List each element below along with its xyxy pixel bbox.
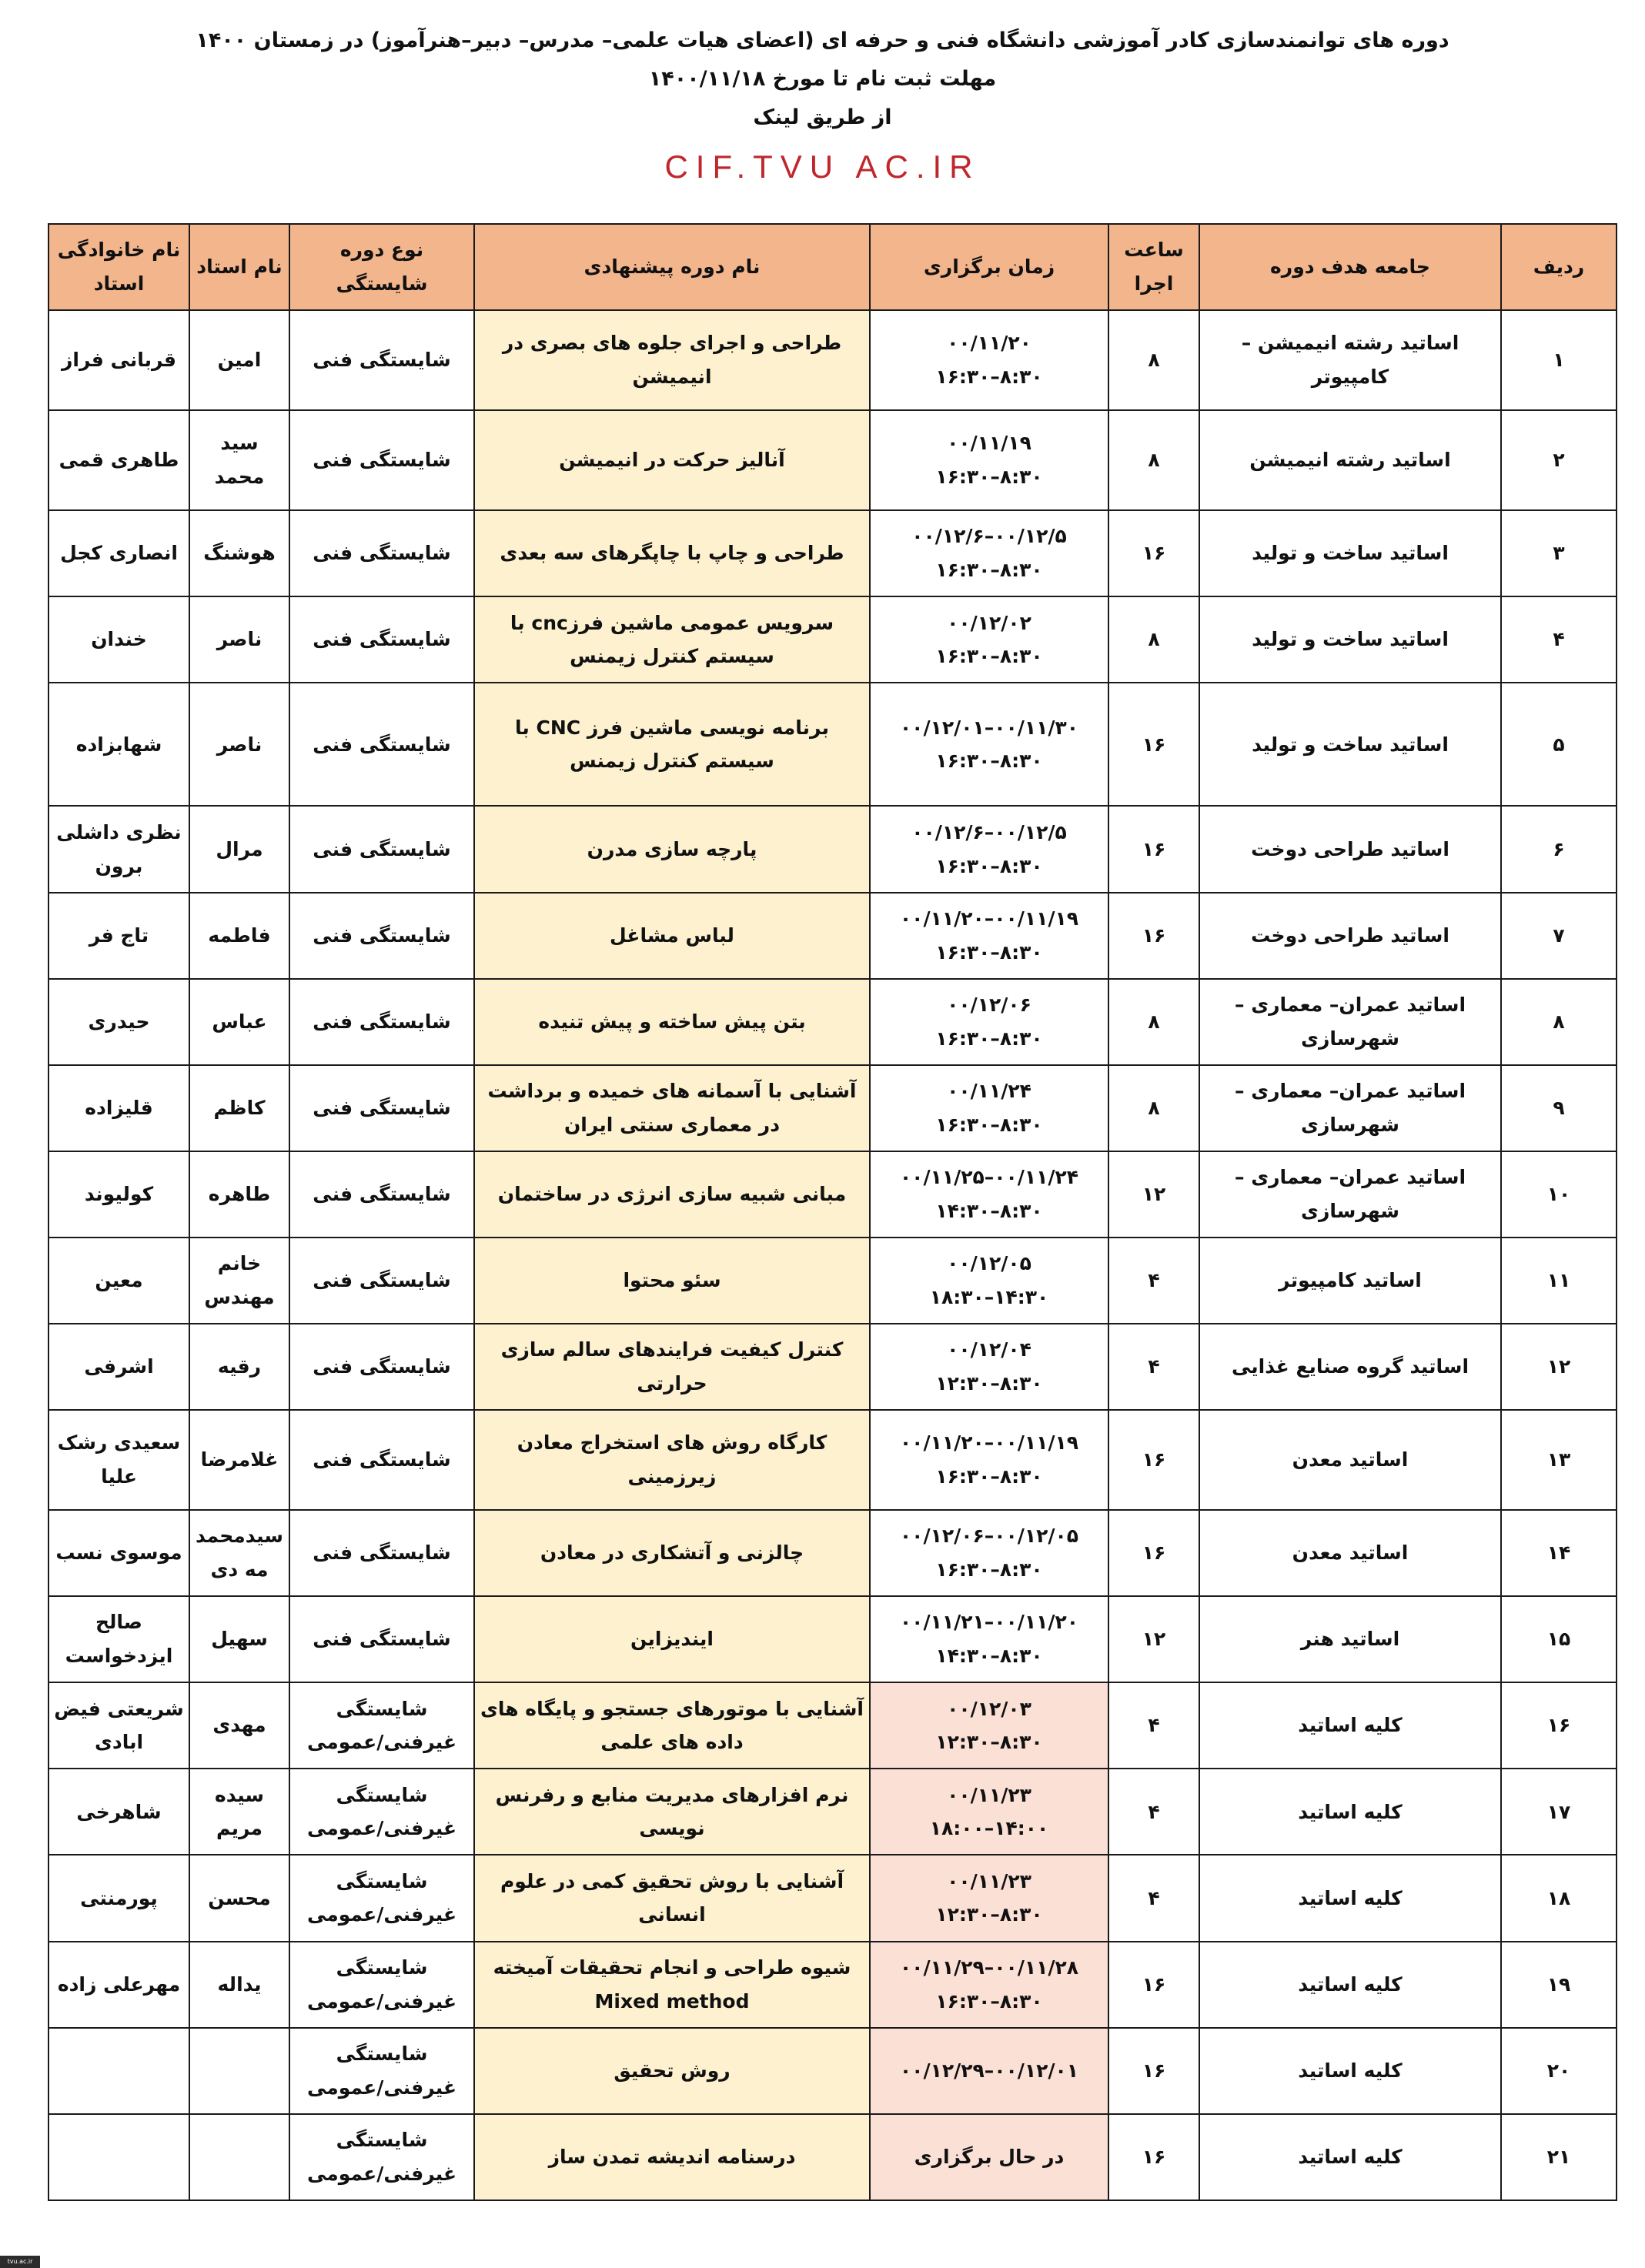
hours-cell: ۱۶ [1108, 1510, 1199, 1596]
table-row [48, 893, 1617, 979]
time-cell [870, 1942, 1108, 2028]
audience-cell: اساتید هنر [1199, 1596, 1501, 1682]
time-date: ۰۰/۱۲/۰۲ [947, 611, 1031, 634]
time-date: ۰۰/۱۲/۵–۰۰/۱۲/۶ [911, 525, 1067, 548]
audience-cell: کلیه اساتید [1199, 2028, 1501, 2114]
row-number-cell: ۱۲ [1501, 1324, 1617, 1410]
hours-cell: ۱۶ [1108, 806, 1199, 892]
instructor-first-name-cell: امین [189, 310, 289, 410]
col-header-type: نوع دوره شایستگی [289, 224, 474, 310]
row-number-cell: ۱۷ [1501, 1769, 1617, 1855]
instructor-last-name-cell: کولیوند [48, 1151, 189, 1238]
course-name-cell: طراحی و اجرای جلوه های بصری در انیمیشن [474, 310, 870, 410]
time-cell [870, 1324, 1108, 1410]
table-row [48, 1238, 1617, 1324]
instructor-first-name-cell: ناصر [189, 596, 289, 683]
time-hours: ۸:۳۰–۱۶:۳۰ [935, 466, 1043, 489]
instructor-first-name-cell: ناصر [189, 683, 289, 806]
col-header-audience: جامعه هدف دوره [1199, 224, 1501, 310]
time-hours: ۸:۳۰–۱۶:۳۰ [935, 1027, 1043, 1050]
instructor-last-name-cell [48, 2114, 189, 2200]
time-cell [870, 806, 1108, 892]
course-name-cell: ایندیزاین [474, 1596, 870, 1682]
hours-cell: ۸ [1108, 979, 1199, 1065]
time-cell [870, 1410, 1108, 1510]
course-name-cell: آنالیز حرکت در انیمیشن [474, 410, 870, 510]
instructor-first-name-cell: سیدمحمدمه دی [189, 1510, 289, 1596]
table-row [48, 1510, 1617, 1596]
table-row [48, 1065, 1617, 1151]
row-number-cell: ۵ [1501, 683, 1617, 806]
time-date: ۰۰/۱۱/۱۹–۰۰/۱۱/۲۰ [899, 907, 1079, 930]
instructor-first-name-cell: هوشنگ [189, 510, 289, 596]
course-name-cell: سرویس عمومی ماشین فرزcnc با سیستم کنترل زیمنس [474, 596, 870, 683]
row-number-cell: ۶ [1501, 806, 1617, 892]
col-header-time: زمان برگزاری [870, 224, 1108, 310]
time-date: ۰۰/۱۱/۲۴–۰۰/۱۱/۲۵ [899, 1166, 1079, 1189]
course-name-cell: روش تحقیق [474, 2028, 870, 2114]
hours-cell: ۸ [1108, 310, 1199, 410]
time-date: ۰۰/۱۱/۲۴ [947, 1079, 1031, 1102]
time-date: ۰۰/۱۱/۲۸–۰۰/۱۱/۲۹ [899, 1956, 1079, 1979]
instructor-last-name-cell: انصاری کجل [48, 510, 189, 596]
table-row [48, 510, 1617, 596]
hours-cell: ۴ [1108, 1682, 1199, 1769]
row-number-cell: ۹ [1501, 1065, 1617, 1151]
time-cell [870, 1065, 1108, 1151]
table-header-row [48, 224, 1617, 310]
time-cell [870, 893, 1108, 979]
time-hours: ۸:۳۰–۱۲:۳۰ [935, 1903, 1043, 1926]
course-name-cell: چالزنی و آتشکاری در معادن [474, 1510, 870, 1596]
via-link-label: از طریق لینک [753, 105, 892, 129]
course-type-cell: شایستگی فنی [289, 1065, 474, 1151]
course-name-cell: مبانی شبیه سازی انرژی در ساختمان [474, 1151, 870, 1238]
course-type-cell: شایستگی فنی [289, 806, 474, 892]
time-date: ۰۰/۱۲/۰۵ [947, 1252, 1031, 1275]
instructor-first-name-cell [189, 2028, 289, 2114]
hours-cell: ۸ [1108, 596, 1199, 683]
course-type-cell: شایستگی فنی [289, 683, 474, 806]
hours-cell: ۸ [1108, 410, 1199, 510]
time-hours: ۸:۳۰–۱۶:۳۰ [935, 559, 1043, 582]
table-row [48, 1151, 1617, 1238]
page-title: دوره های توانمندسازی کادر آموزشی دانشگاه فنی و حرفه ای (اعضای هیات علمی– مدرس– دبیر–هنرآموز) در زمستان ۱۴۰۰ [196, 28, 1449, 52]
time-cell [870, 683, 1108, 806]
courses-table [48, 223, 1617, 2201]
table-row [48, 1324, 1617, 1410]
time-cell [870, 510, 1108, 596]
instructor-last-name-cell: حیدری [48, 979, 189, 1065]
col-header-course: نام دوره پیشنهادی [474, 224, 870, 310]
instructor-first-name-cell: سید محمد [189, 410, 289, 510]
course-type-cell: شایستگی فنی [289, 893, 474, 979]
time-cell [870, 596, 1108, 683]
table-row [48, 1855, 1617, 1941]
instructor-first-name-cell: عباس [189, 979, 289, 1065]
audience-cell: اساتید معدن [1199, 1510, 1501, 1596]
hours-cell: ۸ [1108, 1065, 1199, 1151]
course-type-cell: شایستگی غیرفنی/عمومی [289, 2114, 474, 2200]
course-name-cell: آشنایی با آسمانه های خمیده و برداشت در معماری سنتی ایران [474, 1065, 870, 1151]
time-hours: ۸:۳۰–۱۶:۳۰ [935, 750, 1043, 773]
course-name-cell: کنترل کیفیت فرایندهای سالم سازی حرارتی [474, 1324, 870, 1410]
table-row [48, 1942, 1617, 2028]
table-row [48, 1769, 1617, 1855]
instructor-first-name-cell: فاطمه [189, 893, 289, 979]
time-cell [870, 1238, 1108, 1324]
instructor-first-name-cell: طاهره [189, 1151, 289, 1238]
course-type-cell: شایستگی فنی [289, 310, 474, 410]
audience-cell: اساتید ساخت و تولید [1199, 596, 1501, 683]
course-name-cell: لباس مشاغل [474, 893, 870, 979]
audience-cell: اساتید ساخت و تولید [1199, 683, 1501, 806]
time-date: ۰۰/۱۱/۱۹ [947, 432, 1031, 455]
audience-cell: اساتید عمران– معماری – شهرسازی [1199, 1065, 1501, 1151]
table-row [48, 596, 1617, 683]
audience-cell: کلیه اساتید [1199, 1769, 1501, 1855]
course-type-cell: شایستگی غیرفنی/عمومی [289, 1682, 474, 1769]
instructor-last-name-cell: معین [48, 1238, 189, 1324]
course-name-cell: بتن پیش ساخته و پیش تنیده [474, 979, 870, 1065]
time-hours: ۸:۳۰–۱۶:۳۰ [935, 645, 1043, 668]
audience-cell: اساتید رشته انیمیشن –کامپیوتر [1199, 310, 1501, 410]
table-row [48, 683, 1617, 806]
hours-cell: ۱۲ [1108, 1596, 1199, 1682]
row-number-cell: ۱۳ [1501, 1410, 1617, 1510]
instructor-last-name-cell: صالح ایزدخواست [48, 1596, 189, 1682]
time-hours: ۸:۳۰–۱۴:۳۰ [935, 1199, 1043, 1222]
time-cell [870, 979, 1108, 1065]
course-name-cell: سئو محتوا [474, 1238, 870, 1324]
time-cell [870, 1596, 1108, 1682]
audience-cell: اساتید عمران– معماری – شهرسازی [1199, 1151, 1501, 1238]
course-name-cell: کارگاه روش های استخراج معادن زیرزمینی [474, 1410, 870, 1510]
course-name-cell: برنامه نویسی ماشین فرز CNC با سیستم کنترل زیمنس [474, 683, 870, 806]
instructor-last-name-cell: اشرفی [48, 1324, 189, 1410]
course-name-cell: شیوه طراحی و انجام تحقیقات آمیخته Mixed method [474, 1942, 870, 2028]
instructor-last-name-cell: موسوی نسب [48, 1510, 189, 1596]
course-type-cell: شایستگی غیرفنی/عمومی [289, 2028, 474, 2114]
instructor-last-name-cell: خندان [48, 596, 189, 683]
row-number-cell: ۳ [1501, 510, 1617, 596]
instructor-first-name-cell: مرال [189, 806, 289, 892]
time-date: ۰۰/۱۱/۲۰ [947, 332, 1031, 355]
page-header [0, 22, 1645, 192]
time-hours: ۱۴:۰۰–۱۸:۰۰ [929, 1817, 1049, 1840]
instructor-first-name-cell: رقیه [189, 1324, 289, 1410]
hours-cell: ۱۶ [1108, 1410, 1199, 1510]
footer-badge: tvu.ac.ir [0, 2256, 40, 2268]
course-type-cell: شایستگی فنی [289, 1151, 474, 1238]
time-hours: ۸:۳۰–۱۶:۳۰ [935, 854, 1043, 877]
instructor-last-name-cell: نظری داشلی برون [48, 806, 189, 892]
time-hours: ۸:۳۰–۱۶:۳۰ [935, 1989, 1043, 2012]
table-row [48, 310, 1617, 410]
registration-link[interactable]: CIF.TVU AC.IR [664, 149, 981, 185]
time-date: ۰۰/۱۲/۰۶ [947, 993, 1031, 1016]
course-name-cell: آشنایی با موتورهای جستجو و پایگاه های داده های علمی [474, 1682, 870, 1769]
hours-cell: ۴ [1108, 1855, 1199, 1941]
hours-cell: ۱۶ [1108, 893, 1199, 979]
table-row [48, 410, 1617, 510]
instructor-last-name-cell: طاهری قمی [48, 410, 189, 510]
time-cell [870, 2028, 1108, 2114]
table-row [48, 1682, 1617, 1769]
course-type-cell: شایستگی فنی [289, 1596, 474, 1682]
course-type-cell: شایستگی فنی [289, 510, 474, 596]
time-date: ۰۰/۱۱/۱۹–۰۰/۱۱/۲۰ [899, 1431, 1079, 1455]
table-row [48, 1596, 1617, 1682]
time-date: ۰۰/۱۱/۳۰–۰۰/۱۲/۰۱ [899, 716, 1079, 739]
course-name-cell: پارچه سازی مدرن [474, 806, 870, 892]
course-name-cell: آشنایی با روش تحقیق کمی در علوم انسانی [474, 1855, 870, 1941]
col-header-hours: ساعت اجرا [1108, 224, 1199, 310]
time-date: ۰۰/۱۱/۲۳ [947, 1869, 1031, 1892]
time-hours: ۸:۳۰–۱۶:۳۰ [935, 1113, 1043, 1136]
instructor-first-name-cell: سیده مریم [189, 1769, 289, 1855]
row-number-cell: ۱۰ [1501, 1151, 1617, 1238]
course-name-cell: درسنامه اندیشه تمدن ساز [474, 2114, 870, 2200]
course-type-cell: شایستگی غیرفنی/عمومی [289, 1855, 474, 1941]
instructor-first-name-cell [189, 2114, 289, 2200]
audience-cell: اساتید معدن [1199, 1410, 1501, 1510]
row-number-cell: ۱ [1501, 310, 1617, 410]
audience-cell: اساتید طراحی دوخت [1199, 893, 1501, 979]
audience-cell: کلیه اساتید [1199, 1942, 1501, 2028]
audience-cell: کلیه اساتید [1199, 2114, 1501, 2200]
row-number-cell: ۸ [1501, 979, 1617, 1065]
hours-cell: ۱۶ [1108, 510, 1199, 596]
course-type-cell: شایستگی فنی [289, 410, 474, 510]
time-hours: ۸:۳۰–۱۶:۳۰ [935, 940, 1043, 964]
course-type-cell: شایستگی فنی [289, 1510, 474, 1596]
time-cell [870, 2114, 1108, 2200]
time-hours: ۸:۳۰–۱۴:۳۰ [935, 1645, 1043, 1668]
instructor-first-name-cell: غلامرضا [189, 1410, 289, 1510]
row-number-cell: ۱۸ [1501, 1855, 1617, 1941]
course-type-cell: شایستگی فنی [289, 979, 474, 1065]
time-cell [870, 1855, 1108, 1941]
instructor-first-name-cell: یداله [189, 1942, 289, 2028]
instructor-last-name-cell: مهرعلی زاده [48, 1942, 189, 2028]
course-type-cell: شایستگی فنی [289, 596, 474, 683]
time-date: در حال برگزاری [914, 2145, 1065, 2168]
row-number-cell: ۱۶ [1501, 1682, 1617, 1769]
audience-cell: اساتید طراحی دوخت [1199, 806, 1501, 892]
row-number-cell: ۱۵ [1501, 1596, 1617, 1682]
course-type-cell: شایستگی فنی [289, 1410, 474, 1510]
row-number-cell: ۱۹ [1501, 1942, 1617, 2028]
hours-cell: ۱۶ [1108, 2028, 1199, 2114]
instructor-first-name-cell: خانم مهندس [189, 1238, 289, 1324]
time-hours: ۱۴:۳۰–۱۸:۳۰ [929, 1285, 1049, 1308]
time-cell [870, 310, 1108, 410]
row-number-cell: ۲۰ [1501, 2028, 1617, 2114]
hours-cell: ۴ [1108, 1324, 1199, 1410]
audience-cell: اساتید رشته انیمیشن [1199, 410, 1501, 510]
audience-cell: اساتید عمران– معماری – شهرسازی [1199, 979, 1501, 1065]
hours-cell: ۴ [1108, 1769, 1199, 1855]
time-cell [870, 1151, 1108, 1238]
col-header-last-name: نام خانوادگی استاد [48, 224, 189, 310]
hours-cell: ۱۲ [1108, 1151, 1199, 1238]
instructor-last-name-cell: شاهرخی [48, 1769, 189, 1855]
row-number-cell: ۲۱ [1501, 2114, 1617, 2200]
audience-cell: کلیه اساتید [1199, 1682, 1501, 1769]
instructor-first-name-cell: کاظم [189, 1065, 289, 1151]
col-header-first-name: نام استاد [189, 224, 289, 310]
audience-cell: اساتید کامپیوتر [1199, 1238, 1501, 1324]
instructor-first-name-cell: محسن [189, 1855, 289, 1941]
registration-deadline: مهلت ثبت نام تا مورخ ۱۴۰۰/۱۱/۱۸ [648, 67, 997, 91]
hours-cell: ۱۶ [1108, 1942, 1199, 2028]
audience-cell: اساتید ساخت و تولید [1199, 510, 1501, 596]
time-date: ۰۰/۱۲/۵–۰۰/۱۲/۶ [911, 820, 1067, 843]
time-cell [870, 1769, 1108, 1855]
course-name-cell: نرم افزارهای مدیریت منابع و رفرنس نویسی [474, 1769, 870, 1855]
time-date: ۰۰/۱۲/۰۵–۰۰/۱۲/۰۶ [899, 1525, 1079, 1548]
col-header-row: ردیف [1501, 224, 1617, 310]
row-number-cell: ۲ [1501, 410, 1617, 510]
course-type-cell: شایستگی فنی [289, 1324, 474, 1410]
time-date: ۰۰/۱۲/۰۱–۰۰/۱۲/۲۹ [899, 2059, 1079, 2082]
table-row [48, 979, 1617, 1065]
instructor-last-name-cell: قلیزاده [48, 1065, 189, 1151]
instructor-last-name-cell [48, 2028, 189, 2114]
instructor-first-name-cell: مهدی [189, 1682, 289, 1769]
time-cell [870, 1682, 1108, 1769]
time-hours: ۸:۳۰–۱۶:۳۰ [935, 1558, 1043, 1582]
course-type-cell: شایستگی غیرفنی/عمومی [289, 1942, 474, 2028]
instructor-last-name-cell: شریعتی فیض ابادی [48, 1682, 189, 1769]
instructor-first-name-cell: سهیل [189, 1596, 289, 1682]
instructor-last-name-cell: سعیدی رشک علیا [48, 1410, 189, 1510]
table-row [48, 2114, 1617, 2200]
course-name-cell: طراحی و چاپ با چاپگرهای سه بعدی [474, 510, 870, 596]
hours-cell: ۴ [1108, 1238, 1199, 1324]
hours-cell: ۱۶ [1108, 2114, 1199, 2200]
time-hours: ۸:۳۰–۱۶:۳۰ [935, 1465, 1043, 1488]
table-row [48, 806, 1617, 892]
table-row [48, 2028, 1617, 2114]
time-date: ۰۰/۱۲/۰۳ [947, 1697, 1031, 1720]
row-number-cell: ۱۴ [1501, 1510, 1617, 1596]
time-hours: ۸:۳۰–۱۶:۳۰ [935, 366, 1043, 389]
instructor-last-name-cell: تاج فر [48, 893, 189, 979]
course-type-cell: شایستگی غیرفنی/عمومی [289, 1769, 474, 1855]
time-date: ۰۰/۱۱/۲۰–۰۰/۱۱/۲۱ [899, 1611, 1079, 1634]
row-number-cell: ۱۱ [1501, 1238, 1617, 1324]
time-date: ۰۰/۱۱/۲۳ [947, 1783, 1031, 1806]
course-type-cell: شایستگی فنی [289, 1238, 474, 1324]
time-cell [870, 1510, 1108, 1596]
instructor-last-name-cell: پورمنتی [48, 1855, 189, 1941]
time-date: ۰۰/۱۲/۰۴ [947, 1338, 1031, 1361]
hours-cell: ۱۶ [1108, 683, 1199, 806]
time-hours: ۸:۳۰–۱۲:۳۰ [935, 1731, 1043, 1754]
audience-cell: کلیه اساتید [1199, 1855, 1501, 1941]
time-hours: ۸:۳۰–۱۲:۳۰ [935, 1371, 1043, 1395]
audience-cell: اساتید گروه صنایع غذایی [1199, 1324, 1501, 1410]
table-row [48, 1410, 1617, 1510]
row-number-cell: ۴ [1501, 596, 1617, 683]
row-number-cell: ۷ [1501, 893, 1617, 979]
instructor-last-name-cell: قربانی فراز [48, 310, 189, 410]
instructor-last-name-cell: شهابزاده [48, 683, 189, 806]
time-cell [870, 410, 1108, 510]
